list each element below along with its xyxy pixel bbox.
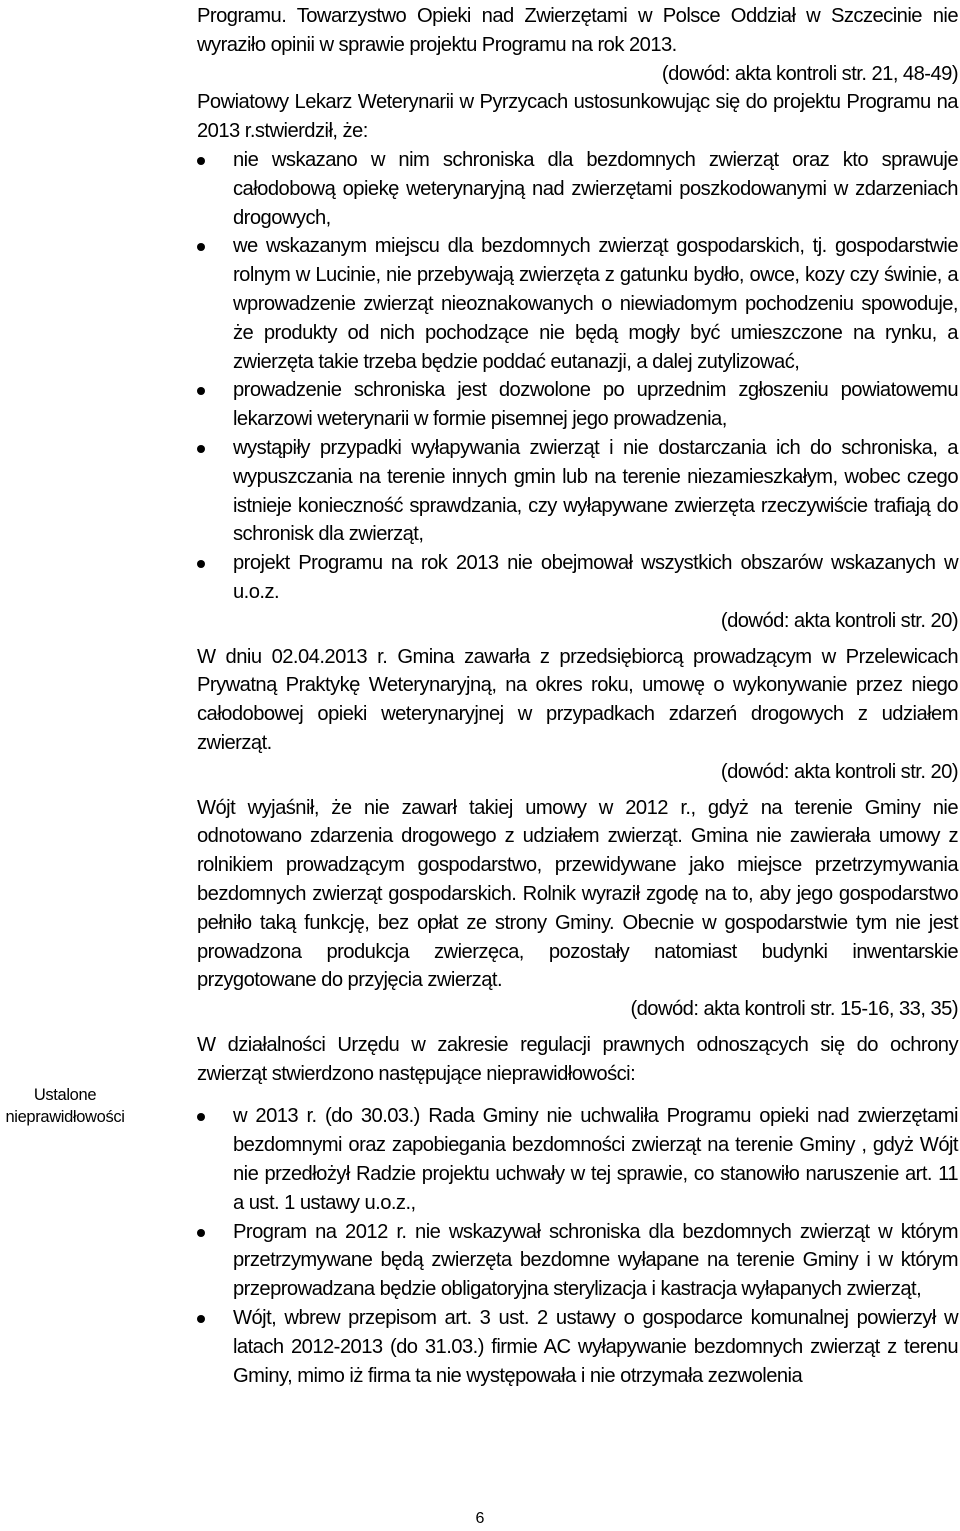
evidence-reference: (dowód: akta kontroli str. 15-16, 33, 35): [630, 998, 958, 1021]
paragraph-vet-contract: W dniu 02.04.2013 r. Gmina zawarła z przedsiębiorcą prowadzącym w Przelewicach Prywatną Praktykę Weterynaryjną, na okres roku, umowę o wykonywanie przez niego całodobowej opieki weterynaryjnej w przypadkach zdarzeń drogowych z udziałem zwierząt.: [197, 645, 958, 754]
list-item: [197, 434, 958, 549]
bullet-icon: [197, 1315, 205, 1323]
paragraph-irregularities-intro: W działalności Urzędu w zakresie regulacji prawnych odnoszących się do ochrony zwierząt stwierdzono następujące nieprawidłowości:: [197, 1033, 958, 1085]
list-item-text: prowadzenie schroniska jest dozwolone po uprzednim zgłoszeniu powiatowemu lekarzowi weterynarii w formie pisemnej jego prowadzenia,: [233, 379, 958, 431]
margin-section-label: [0, 1084, 130, 1128]
list-item-text: Program na 2012 r. nie wskazywał schroniska dla bezdomnych zwierząt w którym przetrzymywane będą zwierzęta bezdomne wyłapane na terenie Gminy i w którym przeprowadzana będzie obligatoryjna sterylizacja i kastracja wyłapanych zwierząt,: [233, 1220, 958, 1301]
list-item: [197, 1218, 958, 1304]
bullet-icon: [197, 1229, 205, 1237]
margin-label-line2: nieprawidłowości: [5, 1108, 125, 1126]
list-item-text: wystąpiły przypadki wyłapywania zwierząt i nie dostarczania ich do schroniska, a wypuszczania na terenie innych gmin lub na terenie niezamieszkałym, wobec czego istnieje konieczność sprawdzania, czy wyłapywane zwierzęta rzeczywiście trafiają do schronisk dla zwierząt,: [233, 436, 958, 546]
evidence-reference: (dowód: akta kontroli str. 20): [720, 609, 958, 632]
paragraph-vet-statement: Powiatowy Lekarz Weterynarii w Pyrzycach ustosunkowując się do projektu Programu na 2013 r.stwierdził, że:: [197, 91, 958, 143]
margin-label-line1: Ustalone: [33, 1086, 97, 1104]
evidence-reference: (dowód: akta kontroli str. 21, 48-49): [661, 62, 958, 85]
list-item-text: nie wskazano w nim schroniska dla bezdomnych zwierząt oraz kto sprawuje całodobową opiekę weterynaryjną nad zwierzętami poszkodowanymi w zdarzeniach drogowych,: [233, 148, 958, 229]
list-item: [197, 146, 958, 232]
bullet-icon: [197, 560, 205, 568]
bullet-icon: [197, 1113, 205, 1121]
evidence-reference: (dowód: akta kontroli str. 20): [720, 760, 958, 783]
list-item: [197, 376, 958, 434]
irregularities-list: [197, 1102, 958, 1390]
page-number: 6: [475, 1510, 485, 1527]
bullet-icon: [197, 157, 205, 165]
bullet-icon: [197, 387, 205, 395]
vet-findings-list: [197, 146, 958, 607]
main-text-column: [197, 2, 958, 1390]
list-item: [197, 1304, 958, 1390]
paragraph-program-opinion: Programu. Towarzystwo Opieki nad Zwierzętami w Polsce Oddział w Szczecinie nie wyraziło opinii w sprawie projektu Programu na rok 2013.: [197, 5, 958, 56]
list-item-text: we wskazanym miejscu dla bezdomnych zwierząt gospodarskich, tj. gospodarstwie rolnym w Lucinie, nie przebywają zwierzęta z gatunku bydło, owce, kozy czy świnie, a wprowadzenie zwierząt nieoznakowanych o niewiadomym pochodzeniu spowoduje, że produkty od nich pochodzące nie będą mogły być umieszczone na rynku, a zwierzęta takie trzeba będzie poddać eutanazji, a dalej zutylizować,: [233, 235, 958, 373]
list-item-text: Wójt, wbrew przepisom art. 3 ust. 2 ustawy o gospodarce komunalnej powierzył w latach 2012-2013 (do 31.03.) firmie AC wyłapywanie bezdomnych zwierząt z terenu Gminy, mimo iż firma ta nie występowała i nie otrzymała zezwolenia: [233, 1307, 958, 1387]
paragraph-wojt-explanation: Wójt wyjaśnił, że nie zawarł takiej umowy w 2012 r., gdyż na terenie Gminy nie odnotowano zdarzenia drogowego z udziałem zwierząt. Gmina nie zawierała umowy z rolnikiem prowadzącym gospodarstwo, przewidywane jako miejsce przetrzymywania bezdomnych zwierząt gospodarskich. Rolnik wyraził zgodę na to, aby jego gospodarstwo pełniło taką funkcję, bez opłat ze strony Gminy. Obecnie w gospodarstwie tym nie jest prowadzona produkcja zwierzęca, pozostały natomiast budynki inwentarskie przygotowane do przyjęcia zwierząt.: [197, 796, 958, 992]
list-item: [197, 549, 958, 607]
bullet-icon: [197, 445, 205, 453]
list-item: [197, 1102, 958, 1217]
list-item-text: projekt Programu na rok 2013 nie obejmował wszystkich obszarów wskazanych w u.o.z.: [233, 552, 958, 603]
list-item-text: w 2013 r. (do 30.03.) Rada Gminy nie uchwaliła Programu opieki nad zwierzętami bezdomnymi oraz zapobiegania bezdomności zwierząt na terenie Gminy , gdyż Wójt nie przedłożył Radzie projektu uchwały w tej sprawie, co stanowiło naruszenie art. 11 a ust. 1 ustawy u.o.z.,: [233, 1105, 958, 1214]
bullet-icon: [197, 243, 205, 251]
list-item: [197, 232, 958, 376]
